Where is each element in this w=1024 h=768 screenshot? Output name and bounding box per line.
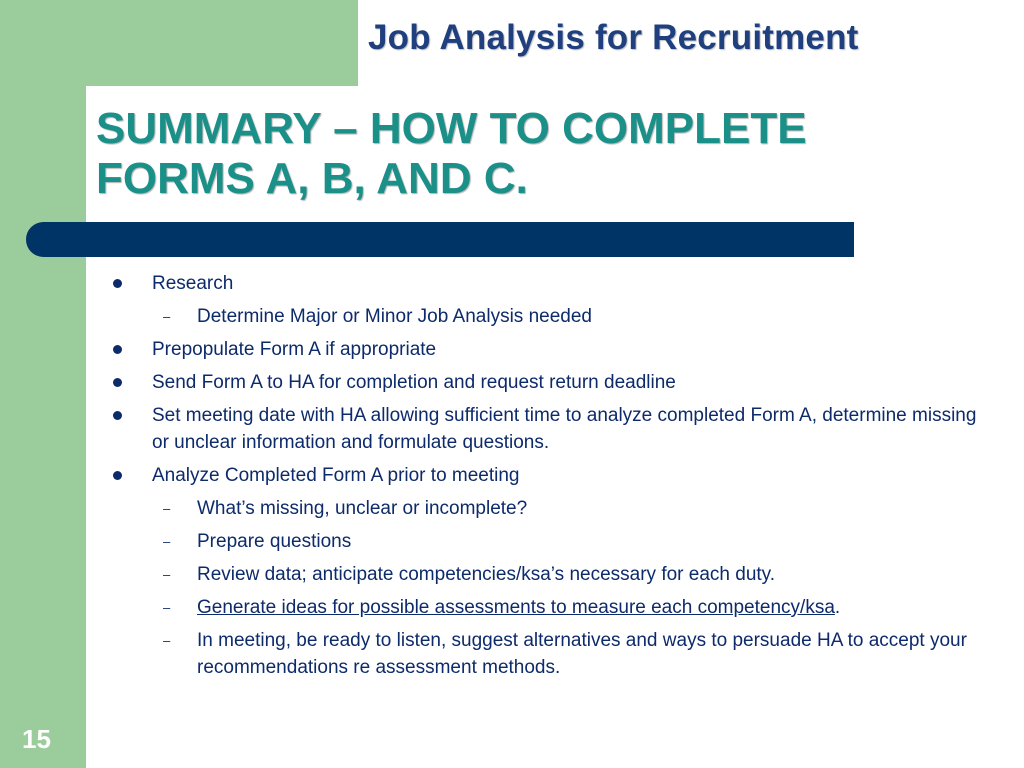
header-title: Job Analysis for Recruitment	[368, 18, 859, 57]
list-item	[108, 369, 988, 396]
assessment-ideas-link[interactable]: Generate ideas for possible assessments to measure each competency/ksa	[197, 597, 835, 618]
list-item-text: Analyze Completed Form A prior to meeting	[152, 465, 520, 486]
sub-list-item	[108, 528, 988, 555]
list-item	[108, 270, 988, 297]
bullet-dot-icon	[113, 411, 122, 420]
sub-list-item	[108, 303, 988, 330]
sub-list-item	[108, 561, 988, 588]
green-top-frame	[86, 0, 358, 86]
title-divider-bar	[26, 222, 854, 257]
bullet-list	[108, 270, 988, 681]
list-item-text: Set meeting date with HA allowing sufficient time to analyze completed Form A, determine missing or unclear information and formulate questions.	[152, 405, 977, 453]
list-item	[108, 402, 988, 456]
page-number: 15	[22, 724, 51, 754]
dash-icon: –	[163, 534, 171, 549]
list-item-text: Research	[152, 273, 234, 294]
list-item	[108, 462, 988, 489]
sub-list-item	[108, 627, 988, 681]
green-side-frame	[0, 0, 86, 768]
dash-icon: –	[163, 567, 171, 582]
dash-icon: –	[163, 501, 171, 516]
bullet-dot-icon	[113, 345, 122, 354]
sub-list-item-text: What’s missing, unclear or incomplete?	[197, 498, 528, 519]
list-item-text: Send Form A to HA for completion and request return deadline	[152, 372, 676, 393]
slide-title-line-1: SUMMARY – HOW TO COMPLETE	[96, 104, 807, 153]
sub-list-item	[108, 594, 988, 621]
list-item	[108, 336, 988, 363]
slide-title	[96, 104, 976, 204]
dash-icon: –	[163, 309, 171, 324]
list-item-text: Prepopulate Form A if appropriate	[152, 339, 437, 360]
sub-list-item-suffix: .	[834, 597, 841, 618]
bullet-dot-icon	[113, 471, 122, 480]
dash-icon: –	[163, 633, 171, 648]
sub-list-item	[108, 495, 988, 522]
sub-list-item-text: Review data; anticipate competencies/ksa’s necessary for each duty.	[197, 564, 776, 585]
sub-list-item-text: Prepare questions	[197, 531, 352, 552]
sub-list-item-text: Determine Major or Minor Job Analysis needed	[197, 306, 592, 327]
dash-icon: –	[163, 600, 171, 615]
bullet-dot-icon	[113, 279, 122, 288]
slide-title-line-2: FORMS A, B, AND C.	[96, 154, 528, 203]
bullet-dot-icon	[113, 378, 122, 387]
sub-list-item-text: In meeting, be ready to listen, suggest alternatives and ways to persuade HA to accept your recommendations re assessment methods.	[197, 630, 967, 678]
